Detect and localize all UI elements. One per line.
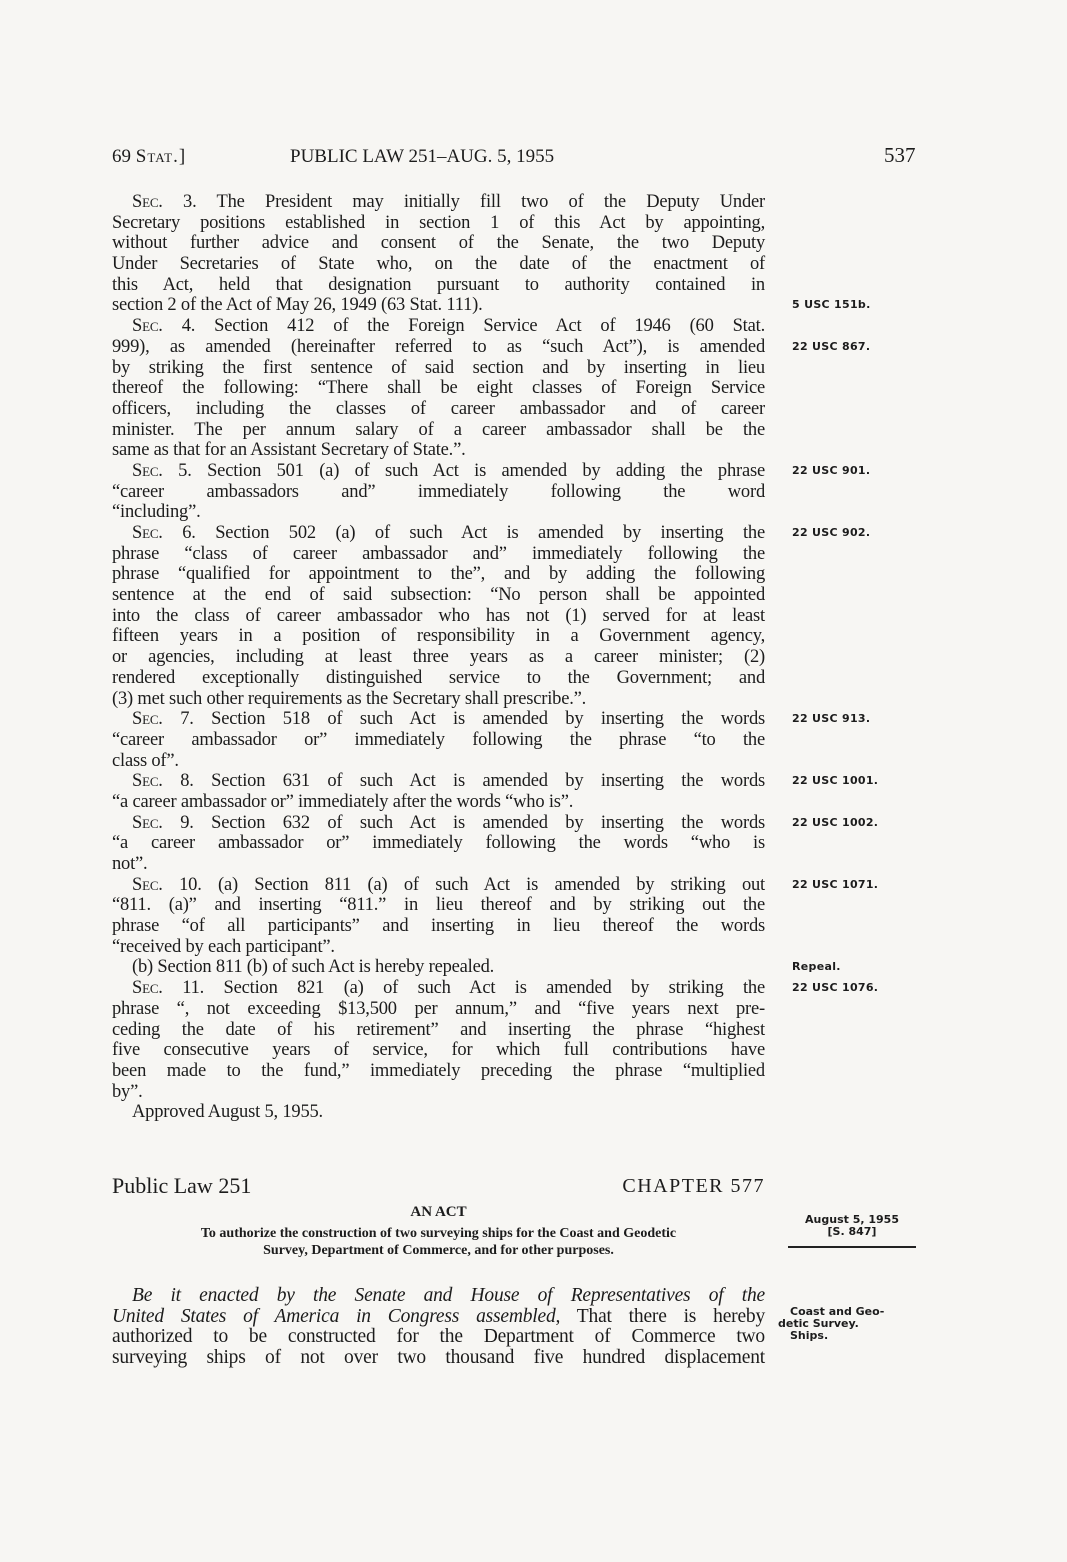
- text-line: [112, 874, 879, 896]
- line-text: ceding the date of his retirement” and inserting the phrase “highest: [112, 1019, 765, 1040]
- line-text: 11. Section 821 (a) of such Act is amended by striking the: [162, 978, 765, 999]
- text-line: [112, 378, 765, 399]
- line-text: Under Secretaries of State who, on the date of the enactment of: [112, 254, 765, 275]
- margin-citation: 22 USC 902.: [792, 526, 871, 539]
- text-line: [112, 358, 765, 379]
- text-line: [112, 275, 765, 296]
- text-line: [112, 482, 765, 503]
- section-label: Sec.: [132, 978, 163, 999]
- margin-note-line: detic Survey.: [778, 1317, 859, 1330]
- margin-citation: 22 USC 1002.: [792, 815, 879, 829]
- line-text: phrase “qualified for appointment to the”, and by adding the following: [112, 564, 765, 585]
- text-line: [112, 689, 765, 710]
- subject-margin-note: [778, 1306, 884, 1342]
- text-line: [112, 895, 765, 916]
- bracket: ]: [178, 146, 186, 167]
- stat-label: Stat.: [135, 146, 179, 167]
- line-text: officers, including the classes of career ambassador and of career: [112, 398, 765, 419]
- enact-italic: United States of America in Congress assembled,: [112, 1305, 561, 1327]
- line-text: “received by each participant”.: [112, 936, 335, 957]
- section-label: Sec.: [132, 874, 163, 895]
- text-line: [112, 999, 765, 1020]
- margin-citation: 22 USC 901.: [792, 463, 871, 477]
- chapter-heading: CHAPTER 577: [622, 1175, 765, 1197]
- text-line: [112, 420, 765, 441]
- text-line: [112, 626, 765, 647]
- text-line: [112, 833, 765, 854]
- text-line: [112, 916, 765, 937]
- line-text: (3) met such other requirements as the Secretary shall prescribe.”.: [112, 688, 587, 709]
- margin-citation: 22 USC 1071.: [792, 877, 879, 891]
- text-line: [112, 709, 871, 730]
- enact-line: [112, 1307, 765, 1328]
- line-text: minister. The per annum salary of a career ambassador shall be the: [112, 419, 765, 440]
- line-text: “including”.: [112, 502, 201, 523]
- line-text: phrase “class of career ambassador and” immediately following the: [112, 543, 765, 564]
- margin-citation: 5 USC 151b.: [792, 298, 871, 312]
- bill-number: [S. 847]: [827, 1225, 877, 1238]
- line-text: without further advice and consent of the Senate, the two Deputy: [112, 233, 765, 254]
- line-text: phrase “of all participants” and inserting in lieu thereof the words: [112, 916, 765, 937]
- page-number: 537: [884, 143, 916, 167]
- enact-line: authorized to be constructed for the Department of Commerce two: [112, 1326, 765, 1348]
- text-line: [112, 192, 765, 213]
- text-line: [112, 295, 871, 316]
- section-label: Sec.: [132, 316, 163, 337]
- margin-citation: 22 USC 867.: [792, 339, 871, 353]
- line-text: 10. (a) Section 811 (a) of such Act is amended by striking out: [162, 874, 765, 895]
- enact-line: [112, 1286, 765, 1307]
- line-text: 7. Section 518 of such Act is amended by inserting the words: [162, 709, 765, 730]
- line-text: “a career ambassador or” immediately following the words “who is: [112, 833, 765, 854]
- margin-citation: 22 USC 913.: [792, 712, 871, 726]
- margin-citation: 22 USC 1001.: [792, 774, 879, 788]
- act-title: [112, 1225, 765, 1259]
- text-line: [112, 937, 765, 958]
- line-text: 3. The President may initially fill two of the Deputy Under: [162, 192, 765, 212]
- text-line: [112, 668, 765, 689]
- line-text: into the class of career ambassador who has not (1) served for at least: [112, 605, 765, 626]
- section-label: Sec.: [132, 812, 163, 833]
- line-text: “811. (a)” and inserting “811.” in lieu thereof and by striking out the: [112, 895, 765, 916]
- text-line: [112, 1102, 765, 1123]
- text-line: [112, 647, 765, 668]
- text-line: [112, 1082, 765, 1103]
- enacting-clause: [112, 1286, 765, 1369]
- line-text: Approved August 5, 1955.: [132, 1102, 323, 1123]
- text-line: [112, 544, 765, 565]
- text-line: [112, 460, 871, 482]
- volume-number: 69: [112, 146, 131, 167]
- line-text: 8. Section 631 of such Act is amended by inserting the words: [162, 771, 765, 792]
- line-text: “a career ambassador or” immediately after the words “who is”.: [112, 791, 574, 812]
- line-text: same as that for an Assistant Secretary of State.”.: [112, 440, 466, 461]
- statute-body: [112, 192, 879, 1123]
- margin-citation: 22 USC 1076.: [792, 981, 879, 995]
- text-line: [112, 564, 765, 585]
- line-text: five consecutive years of service, for which full contributions have: [112, 1040, 765, 1061]
- margin-note-line: Ships.: [790, 1329, 829, 1342]
- enact-italic: Be it enacted by the Senate and House of Representatives of the: [132, 1285, 765, 1306]
- line-text: this Act, held that designation pursuant to authority contained in: [112, 274, 765, 295]
- text-line: [112, 316, 765, 337]
- line-text: rendered exceptionally distinguished service to the Government; and: [112, 667, 765, 688]
- public-law-heading: Public Law 251: [112, 1173, 252, 1198]
- running-header-left: [112, 146, 185, 168]
- text-line: [112, 957, 841, 978]
- line-text: been made to the fund,” immediately preceding the phrase “multiplied: [112, 1060, 765, 1081]
- act-title-line: Survey, Department of Commerce, and for other purposes.: [263, 1243, 614, 1258]
- text-line: [112, 978, 879, 999]
- line-text: not”.: [112, 854, 148, 874]
- section-label: Sec.: [132, 192, 163, 212]
- line-text: thereof the following: “There shall be eight classes of Foreign Service: [112, 378, 765, 399]
- text-line: [112, 585, 765, 606]
- section-label: Sec.: [132, 771, 163, 792]
- line-text: 999), as amended (hereinafter referred to as “such Act”), is amended: [112, 336, 765, 357]
- text-line: [112, 254, 765, 275]
- text-line: [112, 1020, 765, 1041]
- line-text: phrase “, not exceeding $13,500 per annum,” and “five years next pre-: [112, 998, 765, 1019]
- section-label: Sec.: [132, 709, 163, 730]
- text-line: [112, 336, 871, 358]
- text-line: [112, 771, 879, 792]
- text-line: [112, 233, 765, 254]
- margin-note-line: Coast and Geo-: [790, 1305, 885, 1318]
- running-title: PUBLIC LAW 251–AUG. 5, 1955: [290, 146, 555, 167]
- line-text: Secretary positions established in section 1 of this Act by appointing,: [112, 212, 765, 233]
- line-text: “career ambassadors and” immediately following the word: [112, 481, 765, 502]
- enact-line: surveying ships of not over two thousand five hundred displacement: [112, 1347, 765, 1369]
- line-text: by”.: [112, 1081, 143, 1102]
- an-act-label: AN ACT: [410, 1204, 467, 1220]
- text-line: [112, 213, 765, 234]
- section-label: Sec.: [132, 460, 163, 481]
- line-text: 6. Section 502 (a) of such Act is amended by inserting the: [162, 523, 765, 543]
- line-text: by striking the first sentence of said section and by inserting in lieu: [112, 357, 765, 378]
- act-title-line: To authorize the construction of two surveying ships for the Coast and Geodetic: [200, 1226, 677, 1241]
- text-line: [112, 502, 765, 523]
- section-label: Sec.: [132, 523, 163, 543]
- line-text: sentence at the end of said subsection: “No person shall be appointed: [112, 585, 765, 606]
- text-line: [112, 523, 871, 544]
- line-text: fifteen years in a position of responsibility in a Government agency,: [112, 626, 765, 647]
- text-line: [112, 1040, 765, 1061]
- margin-citation: Repeal.: [792, 960, 841, 974]
- text-line: [112, 812, 879, 834]
- approval-date: August 5, 1955: [805, 1213, 899, 1226]
- line-text: 4. Section 412 of the Foreign Service Act of 1946 (60 Stat.: [162, 316, 765, 337]
- enact-text: That there is hereby: [560, 1305, 765, 1327]
- date-margin-note: [788, 1214, 916, 1248]
- text-line: [112, 440, 765, 461]
- line-text: 5. Section 501 (a) of such Act is amended by adding the phrase: [162, 460, 765, 481]
- line-text: 9. Section 632 of such Act is amended by inserting the words: [162, 812, 765, 833]
- line-text: section 2 of the Act of May 26, 1949 (63 Stat. 111).: [112, 295, 483, 316]
- text-line: [112, 792, 765, 813]
- text-line: [112, 751, 765, 772]
- text-line: [112, 606, 765, 627]
- line-text: “career ambassador or” immediately following the phrase “to the: [112, 729, 765, 750]
- line-text: class of”.: [112, 750, 179, 771]
- text-line: [112, 1061, 765, 1082]
- text-line: [112, 854, 765, 875]
- text-line: [112, 399, 765, 420]
- line-text: (b) Section 811 (b) of such Act is hereby repealed.: [132, 957, 495, 978]
- text-line: [112, 730, 765, 751]
- line-text: or agencies, including at least three years as a career minister; (2): [112, 647, 765, 668]
